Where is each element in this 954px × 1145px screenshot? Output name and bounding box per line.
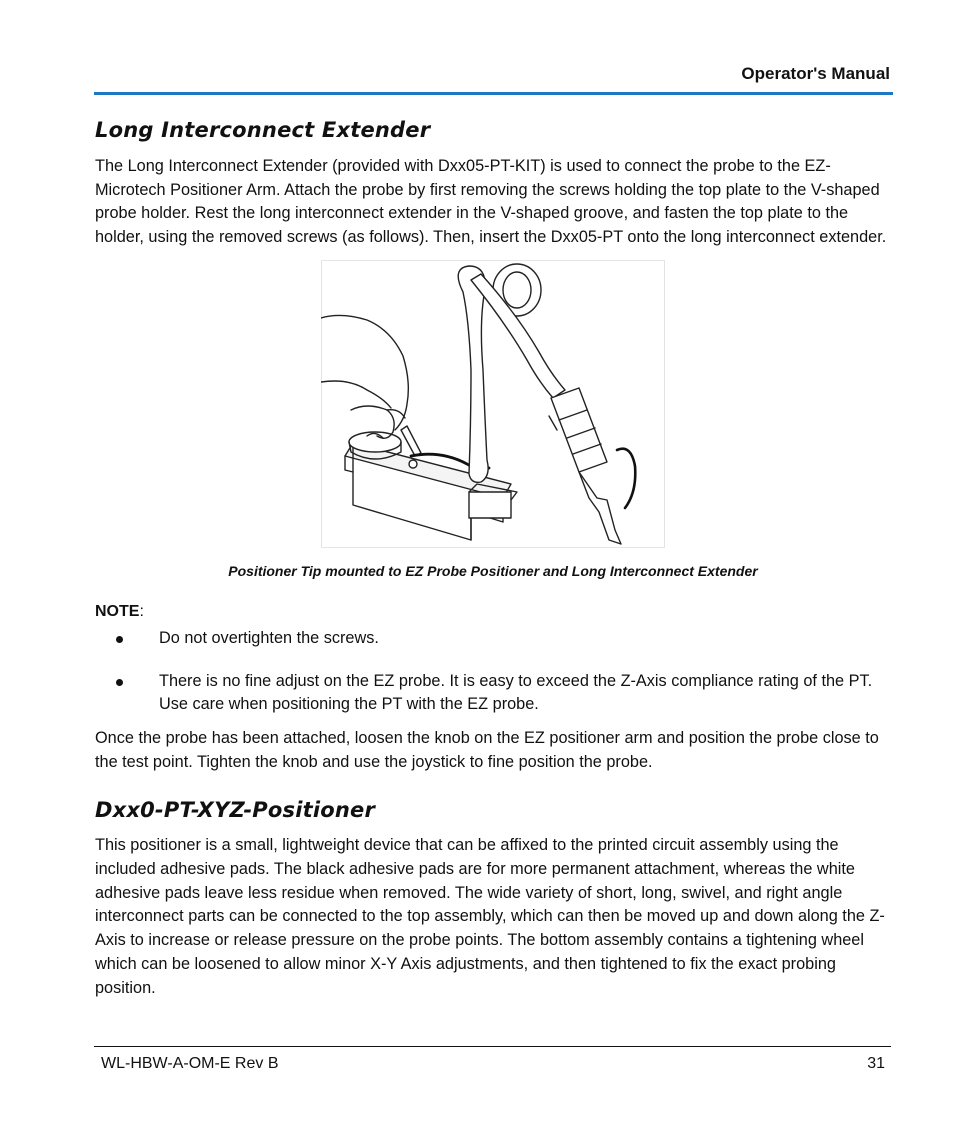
list-item	[95, 670, 891, 717]
list-item	[95, 627, 891, 651]
section-paragraph: The Long Interconnect Extender (provided with Dxx05-PT-KIT) is used to connect the probe to the EZ-Microtech Positioner Arm. Attach the probe by first removing the screws holding the top plate to the V-shaped probe holder. Rest the long interconnect extender in the V-shaped groove, and fasten the top plate to the holder, using the removed screws (as follows). Then, insert the Dxx05-PT onto the long interconnect extender.	[95, 157, 887, 247]
list-item-text: There is no fine adjust on the EZ probe. It is easy to exceed the Z-Axis compliance rating of the PT. Use care when positioning the PT with the EZ probe.	[159, 671, 873, 714]
page-number: 31	[867, 1055, 885, 1072]
footer-document-id: WL-HBW-A-OM-E Rev B	[101, 1055, 279, 1072]
bullet-icon	[116, 679, 123, 686]
probe-positioner-illustration	[321, 260, 665, 548]
running-header-title: Operator's Manual	[741, 64, 890, 83]
note-label-colon: :	[139, 602, 144, 620]
page-content	[95, 118, 891, 1000]
figure-caption: Positioner Tip mounted to EZ Probe Positioner and Long Interconnect Extender	[228, 562, 758, 579]
footer-rule	[94, 1046, 891, 1047]
section-title-xyz-positioner: Dxx0-PT-XYZ-Positioner	[95, 798, 376, 823]
header-rule	[94, 92, 893, 95]
instruction-paragraph: Once the probe has been attached, loosen the knob on the EZ positioner arm and position the probe close to the test point. Tighten the knob and use the joystick to fine position the probe.	[95, 728, 879, 771]
note-label-text: NOTE	[95, 602, 140, 620]
bullet-icon	[116, 636, 123, 643]
note-list	[95, 627, 891, 717]
note-label	[95, 601, 891, 623]
list-item-text: Do not overtighten the screws.	[159, 628, 379, 647]
figure-illustration	[321, 260, 665, 548]
section-title-long-interconnect-extender: Long Interconnect Extender	[95, 118, 431, 142]
section-paragraph: This positioner is a small, lightweight device that can be affixed to the printed circuit assembly using the included adhesive pads. The black adhesive pads are for more permanent attachment, whereas the white adhesive pads leave less residue when removed. The wide variety of short, long, swivel, and right angle interconnect parts can be connected to the top assembly, which can then be moved up and down along the Z-Axis to increase or release pressure on the probe points. The bottom assembly contains a tightening wheel which can be loosened to allow minor X-Y Axis adjustments, and then tightened to fix the exact probing position.	[95, 836, 885, 997]
